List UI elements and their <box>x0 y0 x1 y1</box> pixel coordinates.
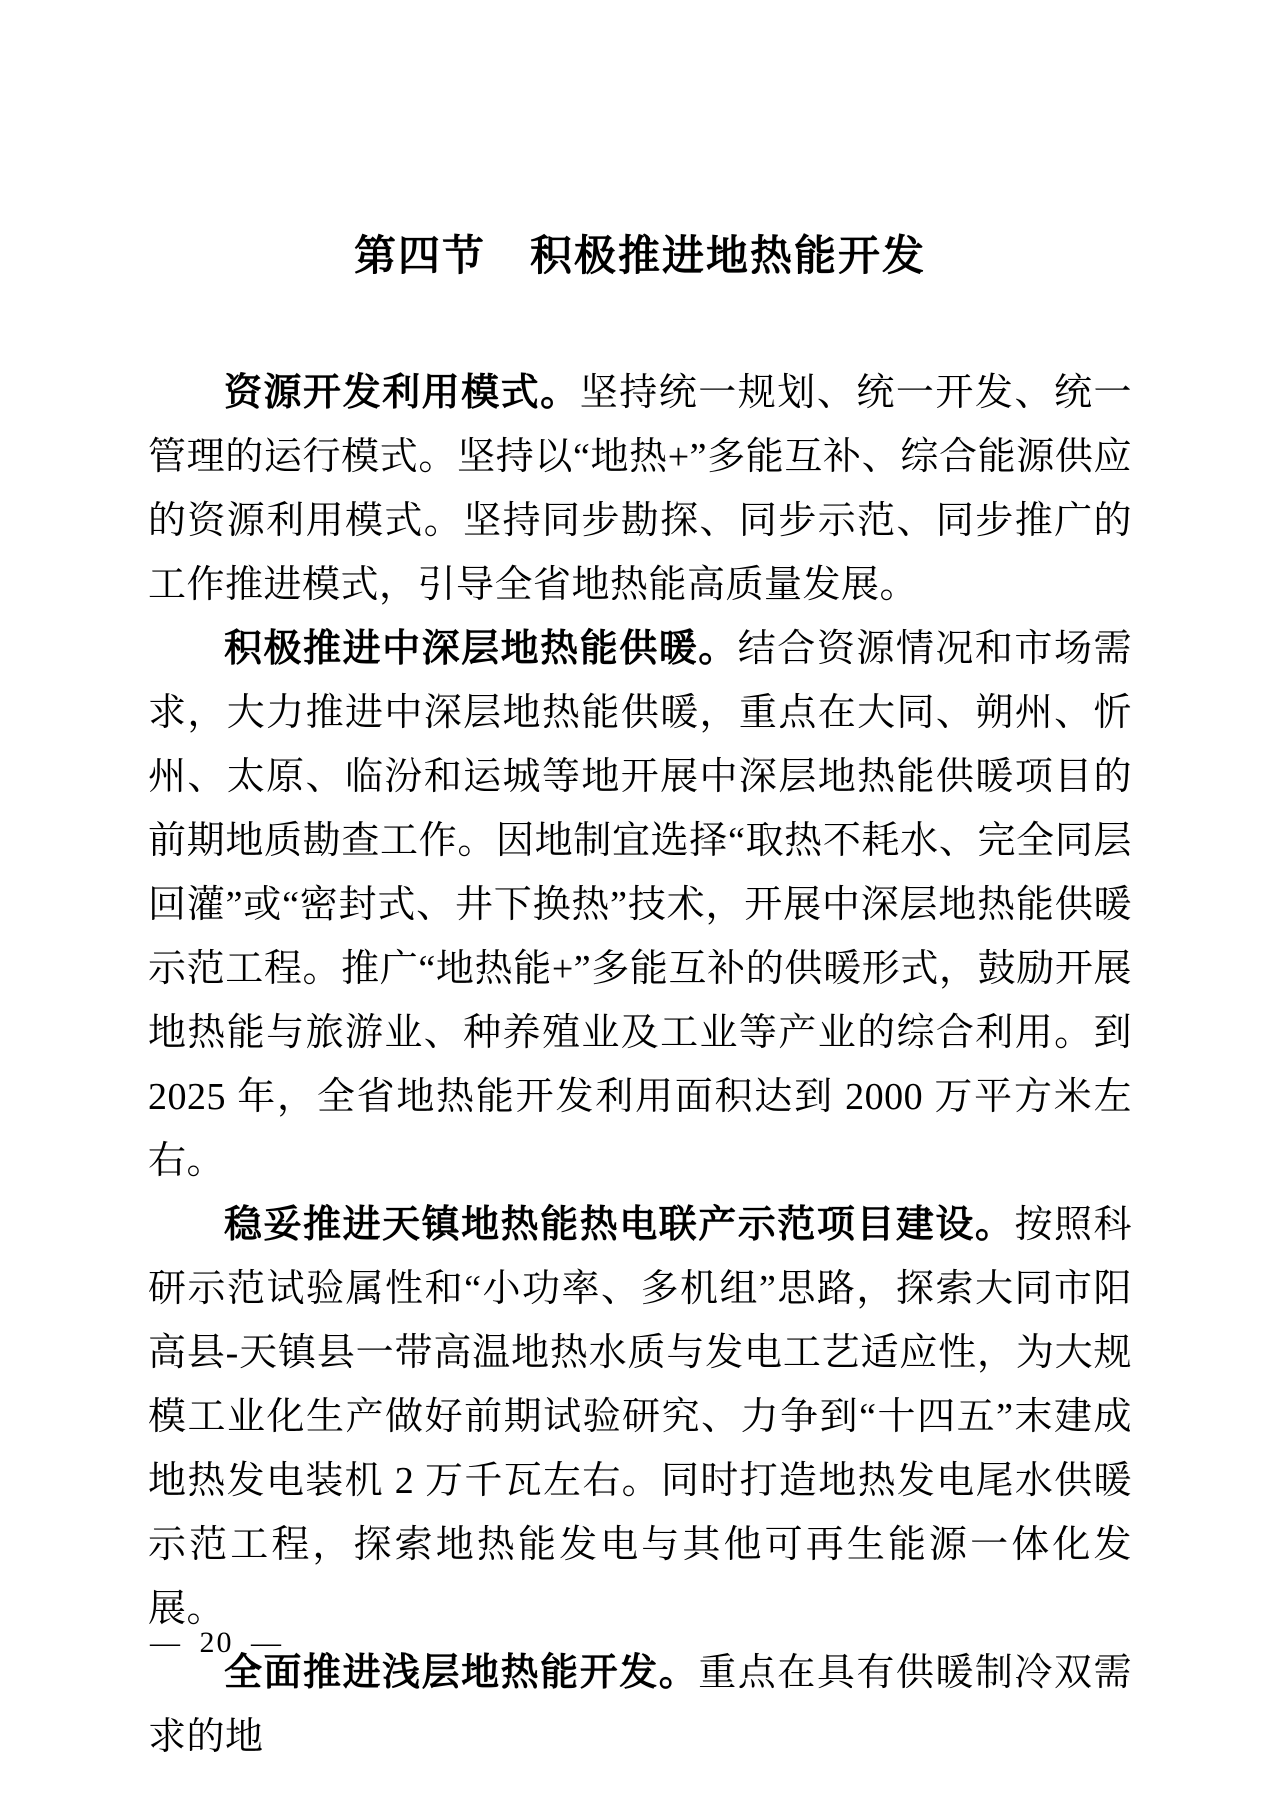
paragraph-lead: 全面推进浅层地热能开发。 <box>224 1652 699 1694</box>
paragraph-text: 结合资源情况和市场需求，大力推进中深层地热能供暖，重点在大同、朔州、忻州、太原、临汾和运城等地开展中深层地热能供暖项目的前期地质勘查工作。因地制宜选择“取热不耗水、完全同层回灌”或“密封式、井下换热”技术，开展中深层地热能供暖示范工程。推广“地热能+”多能互补的供暖形式，鼓励开展地热能与旅游业、种养殖业及工业等产业的综合利用。到 2025 年，全省地热能开发利用面积达到 2000 万平方米左右。 <box>148 628 1132 1182</box>
paragraph <box>148 1193 1132 1641</box>
paragraph-text: 坚持统一规划、统一开发、统一管理的运行模式。坚持以“地热+”多能互补、综合能源供应的资源利用模式。坚持同步勘探、同步示范、同步推广的工作推进模式，引导全省地热能高质量发展。 <box>148 372 1132 606</box>
paragraph <box>148 361 1132 617</box>
paragraph-lead: 资源开发利用模式。 <box>224 372 580 414</box>
paragraph <box>148 617 1132 1193</box>
paragraph-text: 重点在具有供暖制冷双需求的地 <box>148 1652 1132 1758</box>
paragraph <box>148 1641 1132 1769</box>
paragraph-lead: 稳妥推进天镇地热能热电联产示范项目建设。 <box>224 1204 1015 1246</box>
page-number: — 20 — <box>150 1626 283 1659</box>
paragraph-lead: 积极推进中深层地热能供暖。 <box>224 628 738 670</box>
document-body <box>148 361 1132 1769</box>
section-title: 第四节 积极推进地热能开发 <box>353 234 926 280</box>
paragraph-text: 按照科研示范试验属性和“小功率、多机组”思路，探索大同市阳高县-天镇县一带高温地热水质与发电工艺适应性，为大规模工业化生产做好前期试验研究、力争到“十四五”末建成地热发电装机 2 万千瓦左右。同时打造地热发电尾水供暖示范工程，探索地热能发电与其他可再生能源一体化发展。 <box>148 1204 1132 1630</box>
